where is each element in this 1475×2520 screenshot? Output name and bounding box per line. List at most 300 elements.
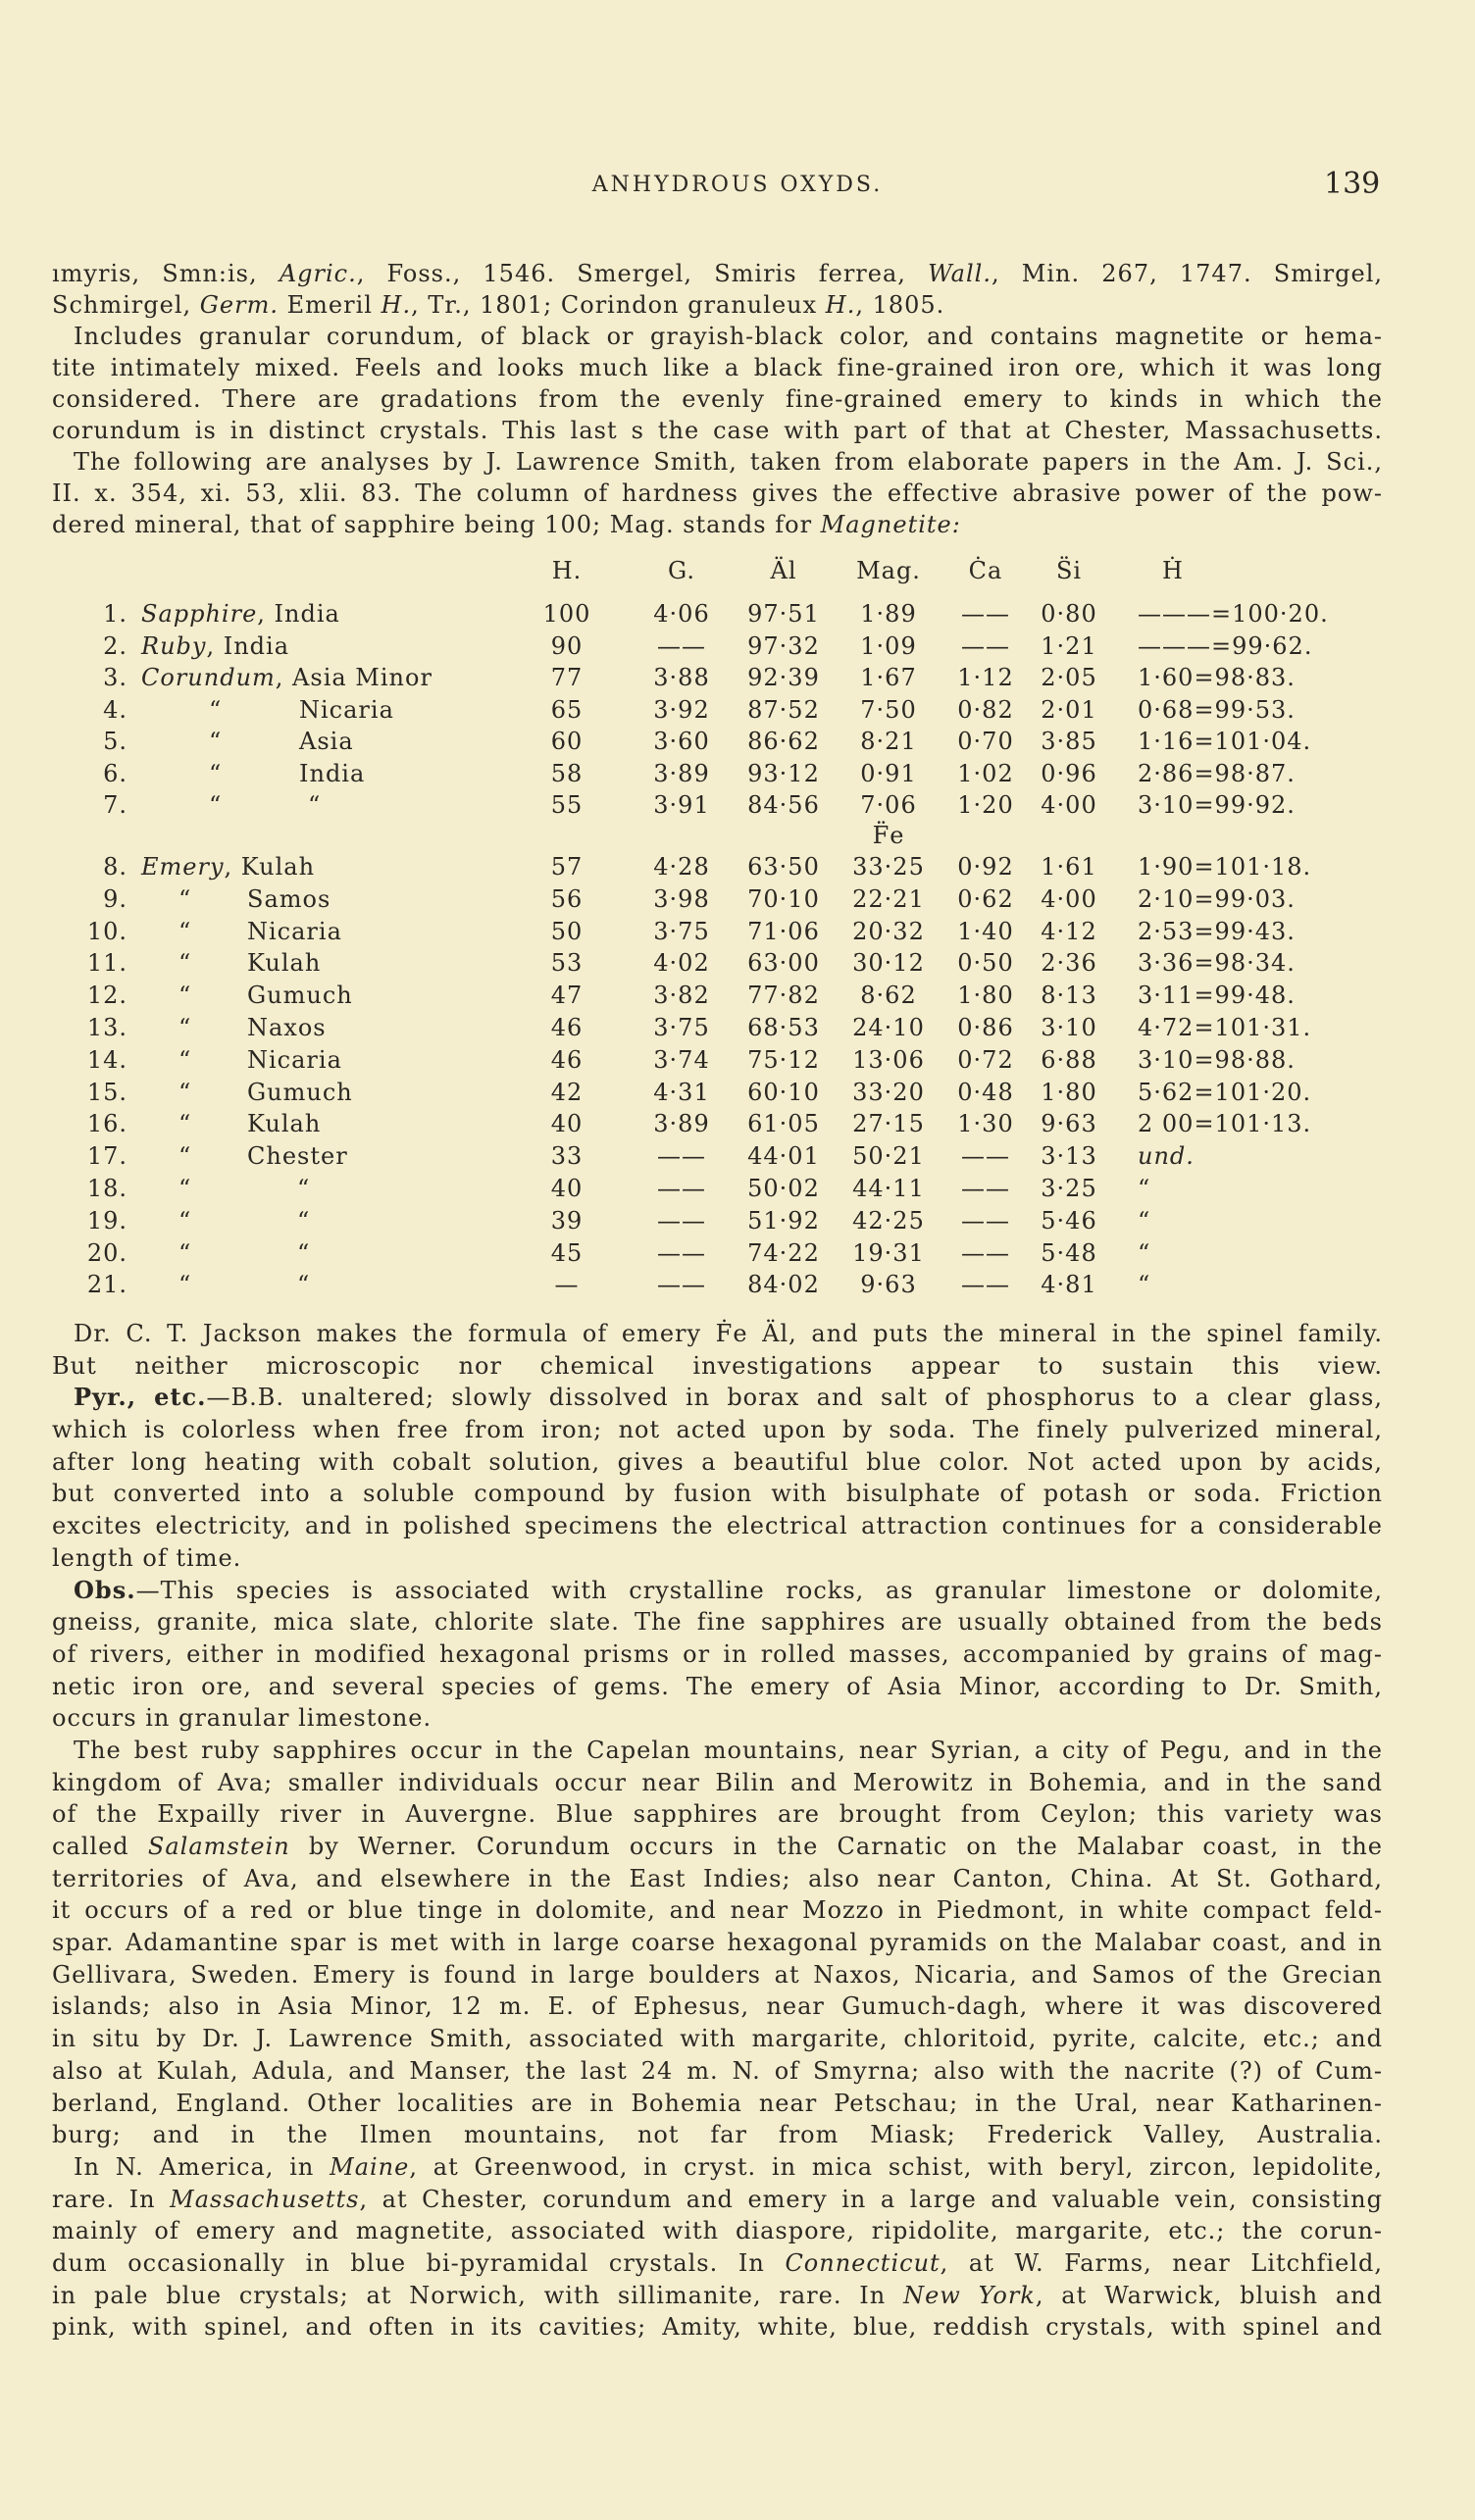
cell-alumina: 87·52: [747, 695, 820, 724]
table-row: [0, 1205, 1475, 1237]
cell-silica: 5·48: [1041, 1238, 1097, 1267]
mineral-name-italic: Emery: [141, 853, 225, 881]
cell-silica: 3·25: [1041, 1175, 1097, 1202]
cell-silica: 4·81: [1041, 1271, 1097, 1299]
text-line: [52, 509, 1383, 540]
cell-gravity: 3·92: [653, 695, 710, 724]
italic-text: Germ.: [199, 291, 279, 319]
row-number: 11.: [86, 949, 127, 978]
paragraph: [52, 258, 1383, 321]
ditto-mark: “: [178, 1110, 192, 1138]
cell-silica: 8·13: [1041, 982, 1097, 1010]
ditto-mark: “: [178, 1045, 192, 1074]
table-row: [0, 980, 1475, 1012]
text-span: , 1805.: [855, 291, 945, 319]
row-number: 16.: [86, 1110, 127, 1138]
cell-silica: 1·61: [1041, 853, 1097, 881]
text-line: [52, 1702, 1383, 1735]
locality: India: [299, 759, 366, 787]
cell-silica: 9·63: [1041, 1110, 1097, 1138]
table-row: [0, 947, 1475, 980]
text-line: [52, 1542, 1383, 1575]
cell-gravity: 3·89: [653, 759, 710, 787]
ditto-mark: “: [209, 759, 223, 787]
text-span: The best ruby sapphires occur in the Capelan mountains, near Syrian, a city of Pegu, and in the: [74, 1736, 1383, 1764]
text-line: [52, 2119, 1383, 2151]
text-span: pink, with spinel, and often in its cavities; Amity, white, blue, reddish crystals, with spinel and: [52, 2313, 1383, 2342]
cell-hardness: 39: [550, 1206, 584, 1235]
cell-magnetite-or-iron: 9·63: [860, 1271, 917, 1299]
cell-lime: 1·20: [957, 791, 1014, 819]
cell-lime: 0·82: [957, 695, 1014, 724]
cell-lime: 1·02: [957, 759, 1014, 787]
cell-magnetite-or-iron: 30·12: [852, 949, 925, 978]
text-span: , at Greenwood, in cryst. in mica schist, with beryl, zircon, lepidolite,: [409, 2152, 1383, 2181]
italic-text: Agric.: [279, 260, 357, 287]
ditto-mark: “: [178, 1206, 192, 1235]
cell-lime: ——: [961, 1175, 1010, 1202]
cell-lime: ——: [961, 1206, 1010, 1235]
paragraph: [52, 1382, 1383, 1574]
cell-alumina: 97·32: [747, 631, 820, 660]
cell-lime: 0·70: [957, 728, 1014, 755]
cell-gravity: 3·75: [653, 917, 710, 945]
cell-magnetite-or-iron: 8·62: [860, 982, 917, 1010]
cell-hardness: 55: [550, 791, 584, 819]
italic-text: H.: [825, 291, 856, 319]
text-span: gneiss, granite, mica slate, chlorite slate. The fine sapphires are usually obtained from the beds: [52, 1608, 1383, 1637]
cell-silica: 5·46: [1041, 1206, 1097, 1235]
cell-silica: 0·80: [1041, 600, 1097, 628]
cell-hardness: 65: [550, 695, 584, 724]
table-row: [0, 883, 1475, 916]
cell-alumina: 60·10: [747, 1078, 820, 1106]
row-number: 10.: [86, 917, 127, 945]
cell-water-total: 0·68=99·53.: [1138, 695, 1296, 724]
table-row: [0, 1269, 1475, 1301]
ditto-mark: “: [178, 917, 192, 945]
cell-magnetite-or-iron: 24·10: [852, 1014, 925, 1041]
text-line: [52, 2055, 1383, 2088]
cell-water-total: ———=99·62.: [1138, 631, 1313, 660]
locality: , India: [257, 600, 340, 628]
cell-gravity: 3·91: [653, 791, 710, 819]
text-span: excites electricity, and in polished specimens the electrical attraction continues for a considerable: [52, 1512, 1383, 1540]
text-line: [52, 1606, 1383, 1638]
text-span: tite intimately mixed. Feels and looks much like a black fine-grained iron ore, which it was long: [52, 354, 1383, 381]
text-span: in pale blue crystals; at Norwich, with sillimanite, rare. In: [52, 2281, 904, 2309]
cell-alumina: 84·56: [747, 791, 820, 819]
text-line: [52, 289, 1383, 321]
paragraph: [52, 446, 1383, 540]
cell-lime: 0·62: [957, 884, 1014, 913]
text-line: [52, 321, 1383, 352]
text-line: [52, 478, 1383, 509]
row-number: 8.: [103, 853, 127, 881]
cell-lime: 1·12: [957, 664, 1014, 691]
bold-text: Obs.: [74, 1575, 136, 1604]
mineral-name-italic: Ruby: [141, 631, 207, 660]
locality: Asia: [299, 728, 354, 755]
text-span: , Tr., 1801; Corindon granuleux: [411, 291, 826, 319]
cell-hardness: 100: [542, 600, 591, 628]
cell-alumina: 50·02: [747, 1175, 820, 1202]
cell-lime: 1·40: [957, 917, 1014, 945]
cell-hardness: 33: [550, 1142, 584, 1171]
col-header-lime: Ċa: [968, 557, 1003, 584]
mineral-name: [141, 851, 315, 883]
text-span: Gellivara, Sweden. Emery is found in large boulders at Naxos, Nicaria, and Samos of the Grecian: [52, 1960, 1383, 1989]
locality: Samos: [247, 884, 331, 913]
cell-gravity: ——: [657, 631, 706, 660]
locality: Nicaria: [247, 1045, 342, 1074]
cell-silica: 3·10: [1041, 1014, 1097, 1041]
cell-gravity: ——: [657, 1142, 706, 1171]
ditto-mark: “: [178, 1175, 192, 1202]
text-line: [52, 258, 1383, 289]
locality: Nicaria: [247, 917, 342, 945]
cell-silica: 2·05: [1041, 664, 1097, 691]
paragraph: [52, 1735, 1383, 2151]
cell-magnetite-or-iron: 27·15: [852, 1110, 925, 1138]
cell-hardness: 56: [550, 884, 584, 913]
text-span: Includes granular corundum, of black or grayish-black color, and contains magnetite or hema-: [74, 323, 1383, 350]
locality: Gumuch: [247, 1078, 353, 1106]
text-span: of rivers, either in modified hexagonal prisms or in rolled masses, accompanied by grains of mag-: [52, 1639, 1383, 1668]
text-span: —B.B. unaltered; slowly dissolved in borax and salt of phosphorus to a clear glass,: [206, 1384, 1383, 1412]
text-line: [52, 1671, 1383, 1703]
text-span: berland, England. Other localities are in Bohemia near Petschau; in the Ural, near Katharinen-: [52, 2089, 1383, 2117]
italic-text: Maine: [330, 2152, 410, 2181]
cell-silica: 0·96: [1041, 759, 1097, 787]
table-row: [0, 1237, 1475, 1270]
table-row: [0, 598, 1475, 630]
text-span: length of time.: [52, 1543, 242, 1572]
italic-text: Salamstein: [147, 1833, 290, 1860]
cell-water-total: “: [1138, 1175, 1151, 1202]
ditto-mark: “: [297, 1206, 311, 1235]
row-number: 6.: [103, 759, 127, 787]
italic-text: Massachusetts: [170, 2185, 360, 2213]
text-span: islands; also in Asia Minor, 12 m. E. of Ephesus, near Gumuch-dagh, where it was discovered: [52, 1992, 1383, 2021]
text-line: [52, 1350, 1383, 1383]
cell-lime: 0·92: [957, 853, 1014, 881]
text-line: [52, 2280, 1383, 2312]
text-span: , Min. 267, 1747. Smirgel,: [991, 260, 1383, 287]
paragraph: [52, 2151, 1383, 2344]
text-span: , at Warwick, bluish and: [1035, 2281, 1383, 2309]
col-header-silica: S̈i: [1055, 557, 1083, 584]
text-line: [52, 2023, 1383, 2055]
row-number: 2.: [103, 631, 127, 660]
row-number: 5.: [103, 728, 127, 755]
cell-gravity: 4·02: [653, 949, 710, 978]
cell-lime: ——: [961, 1271, 1010, 1299]
text-span: called: [52, 1833, 148, 1860]
cell-silica: 6·88: [1041, 1045, 1097, 1074]
table-row: [0, 1140, 1475, 1173]
cell-water-total: “: [1138, 1271, 1151, 1299]
paragraph: [52, 1318, 1383, 1382]
cell-gravity: ——: [657, 1238, 706, 1267]
text-span: also at Kulah, Adula, and Manser, the last 24 m. N. of Smyrna; also with the nacrite (?) of Cum-: [52, 2056, 1383, 2085]
cell-gravity: 3·98: [653, 884, 710, 913]
text-span: by Werner. Corundum occurs in the Carnatic on the Malabar coast, in the: [289, 1833, 1383, 1860]
cell-hardness: 77: [550, 664, 584, 691]
text-span: in situ by Dr. J. Lawrence Smith, associated with margarite, chloritoid, pyrite, calcite, etc.; and: [52, 2025, 1383, 2053]
cell-silica: 4·12: [1041, 917, 1097, 945]
cell-water-total: 3·36=98·34.: [1138, 949, 1296, 978]
cell-alumina: 71·06: [747, 917, 820, 945]
row-number: 18.: [86, 1175, 127, 1202]
col-header-alumina: Äl: [770, 557, 797, 584]
cell-alumina: 86·62: [747, 728, 820, 755]
cell-hardness: 53: [550, 949, 584, 978]
locality: Gumuch: [247, 982, 353, 1010]
text-span: considered. There are gradations from the evenly fine-grained emery to kinds in which the: [52, 385, 1383, 413]
paragraph: [52, 1575, 1383, 1735]
cell-water-total: “: [1138, 1206, 1151, 1235]
cell-alumina: 61·05: [747, 1110, 820, 1138]
cell-water-total: 5·62=101·20.: [1138, 1078, 1312, 1106]
cell-alumina: 51·92: [747, 1206, 820, 1235]
locality: Naxos: [247, 1014, 327, 1041]
cell-magnetite-or-iron: 50·21: [852, 1142, 925, 1171]
text-line: [52, 1959, 1383, 1991]
cell-gravity: 4·06: [653, 600, 710, 628]
row-number: 19.: [86, 1206, 127, 1235]
text-span: II. x. 354, xi. 53, xlii. 83. The column of hardness gives the effective abrasive power of the pow-: [52, 479, 1383, 507]
cell-gravity: 3·60: [653, 728, 710, 755]
text-line: [52, 1478, 1383, 1510]
paragraph: [52, 321, 1383, 446]
cell-hardness: 46: [550, 1045, 584, 1074]
running-title: ANHYDROUS OXYDS.: [591, 173, 884, 197]
fe-subheader-row: [0, 820, 1475, 851]
table-row: [0, 1108, 1475, 1140]
cell-water-total: 2·86=98·87.: [1138, 759, 1296, 787]
text-span: But neither microscopic nor chemical investigations appear to sustain this view.: [52, 1351, 1383, 1380]
text-span: dered mineral, that of sapphire being 100; Mag. stands for: [52, 511, 821, 538]
cell-hardness: 57: [550, 853, 584, 881]
cell-lime: ——: [961, 600, 1010, 628]
col-header-hardness: H.: [551, 557, 583, 584]
table-row: [0, 630, 1475, 663]
col-header-water: Ḣ: [1162, 557, 1184, 584]
text-line: [52, 1510, 1383, 1542]
text-span: which is colorless when free from iron; not acted upon by soda. The finely pulverized mineral,: [52, 1416, 1383, 1444]
cell-hardness: 58: [550, 759, 584, 787]
cell-alumina: 70·10: [747, 884, 820, 913]
cell-alumina: 75·12: [747, 1045, 820, 1074]
cell-water-total: 3·11=99·48.: [1138, 982, 1296, 1010]
italic-text: Magnetite:: [820, 511, 961, 538]
text-span: , at W. Farms, near Litchfield,: [940, 2248, 1383, 2277]
intro-text: [52, 258, 1383, 540]
cell-magnetite-or-iron: 20·32: [852, 917, 925, 945]
cell-lime: ——: [961, 1142, 1010, 1171]
text-line: [52, 1798, 1383, 1831]
cell-lime: ——: [961, 631, 1010, 660]
text-span: occurs in granular limestone.: [52, 1704, 432, 1733]
text-span: but converted into a soluble compound by fusion with bisulphate of potash or soda. Friction: [52, 1480, 1383, 1508]
locality: Chester: [247, 1142, 348, 1171]
text-span: —This species is associated with crystalline rocks, as granular limestone or dolomite,: [135, 1576, 1383, 1604]
cell-gravity: ——: [657, 1271, 706, 1299]
text-span: burg; and in the Ilmen mountains, not far from Miask; Frederick Valley, Australia.: [52, 2121, 1383, 2149]
cell-gravity: 4·28: [653, 853, 710, 881]
cell-magnetite-or-iron: 7·06: [860, 791, 917, 819]
cell-water-total: 1·16=101·04.: [1138, 728, 1312, 755]
cell-magnetite-or-iron: 44·11: [852, 1175, 925, 1202]
cell-lime: 0·72: [957, 1045, 1014, 1074]
ditto-mark: “: [178, 1271, 192, 1299]
text-span: netic iron ore, and several species of gems. The emery of Asia Minor, according to Dr. Smith,: [52, 1672, 1383, 1700]
cell-water-total: 4·72=101·31.: [1138, 1014, 1312, 1041]
row-number: 14.: [86, 1045, 127, 1074]
table-row: [0, 662, 1475, 694]
cell-magnetite-or-iron: 33·25: [852, 853, 925, 881]
locality: , India: [206, 631, 289, 660]
table-row: [0, 726, 1475, 758]
cell-alumina: 92·39: [747, 664, 820, 691]
row-number: 20.: [86, 1238, 127, 1267]
text-span: rare. In: [52, 2185, 171, 2213]
mineral-name: [141, 630, 289, 663]
cell-silica: 1·80: [1041, 1078, 1097, 1106]
cell-silica: 4·00: [1041, 884, 1097, 913]
text-line: [52, 1638, 1383, 1671]
cell-water-total: 3·10=99·92.: [1138, 791, 1296, 819]
ditto-mark: “: [297, 1271, 311, 1299]
cell-water-total: 2 00=101·13.: [1138, 1110, 1312, 1138]
cell-alumina: 74·22: [747, 1238, 820, 1267]
ditto-mark: “: [178, 1078, 192, 1106]
text-span: Emeril: [278, 291, 381, 319]
ditto-mark: “: [178, 1014, 192, 1041]
cell-silica: 2·36: [1041, 949, 1097, 978]
text-span: territories of Ava, and elsewhere in the East Indies; also near Canton, China. At St. Gothard,: [52, 1864, 1383, 1892]
table-header-row: [0, 555, 1475, 586]
page-number: 139: [1324, 167, 1381, 201]
table-row: [0, 851, 1475, 883]
cell-alumina: 68·53: [747, 1014, 820, 1041]
text-span: kingdom of Ava; smaller individuals occur near Bilin and Merowitz in Bohemia, and in the sand: [52, 1768, 1383, 1796]
italic-text: H.: [381, 291, 412, 319]
text-line: [52, 1991, 1383, 2023]
cell-lime: 0·48: [957, 1078, 1014, 1106]
italic-text: Connecticut: [785, 2248, 941, 2277]
table-row: [0, 758, 1475, 790]
cell-magnetite-or-iron: 1·89: [860, 600, 917, 628]
cell-magnetite-or-iron: 42·25: [852, 1206, 925, 1235]
cell-lime: ——: [961, 1238, 1010, 1267]
text-line: [52, 1894, 1383, 1927]
row-number: 21.: [86, 1271, 127, 1299]
locality: Nicaria: [299, 695, 394, 724]
text-line: [52, 1735, 1383, 1767]
cell-hardness: 40: [550, 1175, 584, 1202]
cell-water-total: ———=100·20.: [1138, 600, 1329, 628]
cell-hardness: —: [554, 1271, 580, 1299]
cell-gravity: 3·74: [653, 1045, 710, 1074]
text-line: [52, 2247, 1383, 2280]
ditto-mark: “: [297, 1238, 311, 1267]
cell-hardness: 46: [550, 1014, 584, 1041]
text-span: ımyris, Smn:is,: [52, 260, 280, 287]
cell-water-total: und.: [1138, 1142, 1195, 1171]
text-span: dum occasionally in blue bi-pyramidal crystals. In: [52, 2248, 786, 2277]
ditto-mark: “: [178, 949, 192, 978]
text-span: corundum is in distinct crystals. This last s the case with part of that at Chester, Massachusetts.: [52, 417, 1383, 444]
ditto-mark: “: [209, 695, 223, 724]
cell-alumina: 77·82: [747, 982, 820, 1010]
cell-alumina: 97·51: [747, 600, 820, 628]
text-span: The following are analyses by J. Lawrence Smith, taken from elaborate papers in the Am. J. Sci.,: [74, 448, 1383, 476]
cell-water-total: 1·90=101·18.: [1138, 853, 1312, 881]
table-row: [0, 789, 1475, 822]
locality: , Asia Minor: [275, 664, 432, 691]
text-line: [52, 1863, 1383, 1895]
text-line: [52, 352, 1383, 383]
text-line: [52, 1575, 1383, 1607]
cell-silica: 4·00: [1041, 791, 1097, 819]
text-line: [52, 1831, 1383, 1863]
cell-gravity: ——: [657, 1175, 706, 1202]
ditto-mark: “: [209, 728, 223, 755]
text-line: [52, 1382, 1383, 1414]
table-row: [0, 1044, 1475, 1077]
row-number: 17.: [86, 1142, 127, 1171]
text-line: [52, 2088, 1383, 2120]
ditto-mark: “: [209, 791, 223, 819]
text-line: [52, 383, 1383, 415]
row-number: 9.: [103, 884, 127, 913]
cell-silica: 1·21: [1041, 631, 1097, 660]
cell-hardness: 42: [550, 1078, 584, 1106]
cell-alumina: 63·00: [747, 949, 820, 978]
cell-water-total: “: [1138, 1238, 1151, 1267]
cell-hardness: 40: [550, 1110, 584, 1138]
text-span: it occurs of a red or blue tinge in dolomite, and near Mozzo in Piedmont, in white compact feld-: [52, 1896, 1383, 1925]
table-row: [0, 1012, 1475, 1044]
bold-text: Pyr., etc.: [74, 1383, 207, 1412]
cell-gravity: 4·31: [653, 1078, 710, 1106]
cell-lime: 0·50: [957, 949, 1014, 978]
text-span: , Foss., 1546. Smergel, Smiris ferrea,: [356, 260, 929, 287]
text-span: mainly of emery and magnetite, associated with diaspore, ripidolite, margarite, etc.; the corun-: [52, 2217, 1383, 2245]
mineral-name: [141, 598, 340, 630]
cell-water-total: 3·10=98·88.: [1138, 1045, 1296, 1074]
cell-silica: 3·85: [1041, 728, 1097, 755]
locality: Kulah: [247, 949, 322, 978]
mineral-name-italic: Sapphire: [141, 600, 258, 628]
cell-magnetite-or-iron: 8·21: [860, 728, 917, 755]
text-line: [52, 1414, 1383, 1446]
cell-hardness: 47: [550, 982, 584, 1010]
cell-silica: 3·13: [1041, 1142, 1097, 1171]
ditto-mark: “: [178, 982, 192, 1010]
table-row: [0, 694, 1475, 727]
cell-water-total: 1·60=98·83.: [1138, 664, 1296, 691]
text-line: [52, 2215, 1383, 2247]
text-span: after long heating with cobalt solution, gives a beautiful blue color. Not acted upon by acids,: [52, 1447, 1383, 1476]
table-row: [0, 1077, 1475, 1109]
text-line: [52, 1767, 1383, 1799]
cell-lime: 1·30: [957, 1110, 1014, 1138]
ditto-mark: “: [178, 1238, 192, 1267]
cell-gravity: ——: [657, 1206, 706, 1235]
